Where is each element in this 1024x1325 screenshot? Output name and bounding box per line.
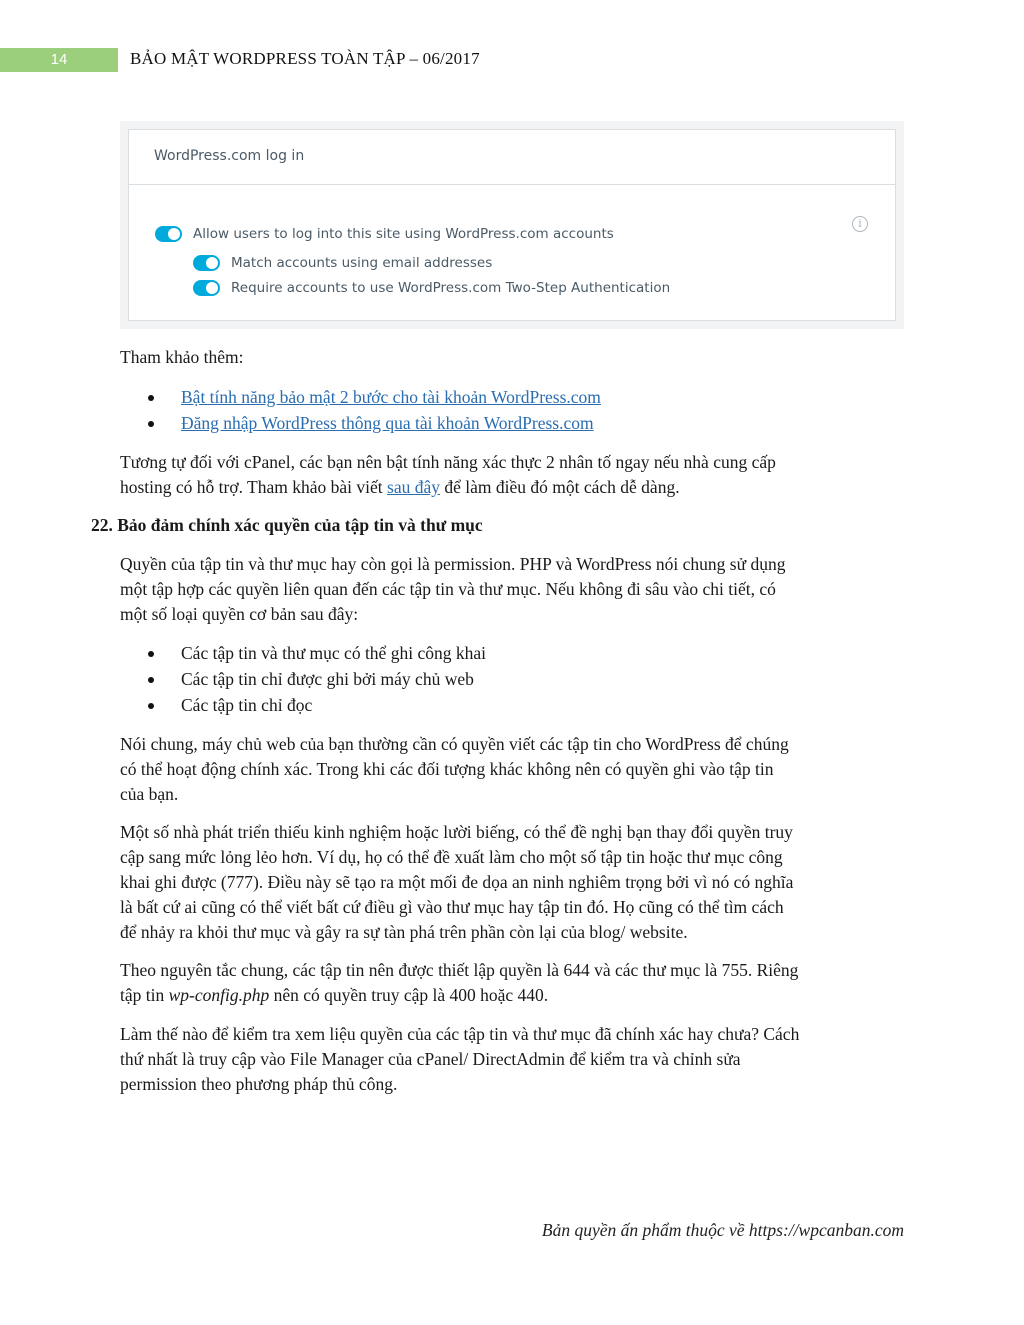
paragraph-line: Quyền của tập tin và thư mục hay còn gọi là permission. PHP và WordPress nói chung sử dụng — [120, 554, 786, 574]
settings-screenshot — [120, 121, 904, 329]
text-run: tập tin — [120, 985, 169, 1005]
paragraph-line: một tập hợp các quyền liên quan đến các tập tin và thư mục. Nếu không đi sâu vào chi tiết, có — [120, 579, 776, 599]
paragraph-line: một số loại quyền cơ bản sau đây: — [120, 604, 359, 624]
paragraph-line: của bạn. — [120, 784, 179, 804]
toggle-switch[interactable] — [193, 255, 220, 271]
text-run: hosting có hỗ trợ. Tham khảo bài viết — [120, 477, 388, 497]
paragraph-check — [120, 1022, 910, 1097]
toggle-row-two-step[interactable] — [193, 280, 670, 296]
text-run: nên có quyền truy cập là 400 hoặc 440. — [269, 985, 549, 1005]
list-item-text: Các tập tin và thư mục có thể ghi công khai — [181, 643, 486, 663]
bullet-icon — [148, 395, 154, 401]
wp-config-filename: wp-config.php — [168, 985, 270, 1005]
bullet-icon — [148, 677, 154, 683]
permission-list-item — [150, 641, 486, 666]
paragraph-line: là bất cứ ai cũng có thể viết bất cứ điều gì vào thư mục hay tập tin đó. Họ cũng có thể tìm cách — [120, 897, 784, 917]
settings-card-header — [129, 130, 895, 185]
paragraph-line: thứ nhất là truy cập vào File Manager của cPanel/ DirectAdmin để kiểm tra và chỉnh sửa — [120, 1049, 741, 1069]
settings-card-title: WordPress.com log in — [154, 148, 305, 164]
paragraph-line: Theo nguyên tắc chung, các tập tin nên được thiết lập quyền là 644 và các thư mục là 755. Riêng — [120, 960, 799, 980]
reference-link[interactable]: Bật tính năng bảo mật 2 bước cho tài khoản WordPress.com — [181, 387, 601, 407]
reference-link[interactable]: Đăng nhập WordPress thông qua tài khoản WordPress.com — [181, 413, 594, 433]
cpanel-paragraph — [120, 450, 910, 500]
paragraph-line: Nói chung, máy chủ web của bạn thường cần có quyền viết các tập tin cho WordPress để chúng — [120, 734, 789, 754]
paragraph-rules — [120, 958, 910, 1008]
settings-card — [128, 129, 896, 321]
paragraph-line: để nhảy ra khỏi thư mục và gây ra sự tàn phá trên phần còn lại của blog/ website. — [120, 922, 688, 942]
page-number: 14 — [50, 51, 68, 68]
permission-list-item — [150, 667, 474, 692]
paragraph-line: khai ghi được (777). Điều này sẽ tạo ra một mối đe dọa an ninh nghiêm trọng bởi vì nó có nghĩa — [120, 872, 794, 892]
reference-link-item — [150, 411, 594, 436]
list-item-text: Các tập tin chỉ đọc — [181, 695, 313, 715]
section-heading: 22. Bảo đảm chính xác quyền của tập tin và thư mục — [91, 515, 483, 535]
toggle-label: Match accounts using email addresses — [231, 255, 493, 271]
paragraph-line: Tương tự đối với cPanel, các bạn nên bật tính năng xác thực 2 nhân tố ngay nếu nhà cung cấp — [120, 452, 776, 472]
text-run: để làm điều đó một cách dễ dàng. — [440, 477, 680, 497]
paragraph-line: Làm thế nào để kiểm tra xem liệu quyền của các tập tin và thư mục đã chính xác hay chưa? Cách — [120, 1024, 800, 1044]
toggle-label: Allow users to log into this site using WordPress.com accounts — [193, 226, 614, 242]
paragraph-permissions-intro — [120, 552, 910, 627]
paragraph-line: Một số nhà phát triển thiếu kinh nghiệm hoặc lười biếng, có thể đề nghị bạn thay đổi quyền truy — [120, 822, 793, 842]
copyright-footer: Bản quyền ấn phẩm thuộc về https://wpcanban.com — [541, 1220, 904, 1240]
bullet-icon — [148, 421, 154, 427]
toggle-row-match-email[interactable] — [193, 255, 492, 271]
toggle-switch[interactable] — [193, 280, 220, 296]
references-intro: Tham khảo thêm: — [120, 347, 244, 367]
paragraph-line — [120, 475, 910, 500]
document-title: BẢO MẬT WORDPRESS TOÀN TẬP – 06/2017 — [130, 49, 480, 68]
paragraph-line: có thể hoạt động chính xác. Trong khi các đối tượng khác không nên có quyền ghi vào tập tin — [120, 759, 774, 779]
toggle-switch[interactable] — [155, 226, 182, 242]
toggle-row-allow-login[interactable] — [155, 226, 614, 242]
bullet-icon — [148, 703, 154, 709]
toggle-label: Require accounts to use WordPress.com Two-Step Authentication — [231, 280, 671, 296]
paragraph-line: cập sang mức lỏng lẻo hơn. Ví dụ, họ có thể đề xuất làm cho một số tập tin hoặc thư mục công — [120, 847, 783, 867]
paragraph-developers — [120, 820, 910, 945]
reference-link-item — [150, 385, 601, 410]
list-item-text: Các tập tin chỉ được ghi bởi máy chủ web — [181, 669, 474, 689]
permission-list-item — [150, 693, 312, 718]
paragraph-line: permission theo phương pháp thủ công. — [120, 1074, 398, 1094]
paragraph-webserver — [120, 732, 910, 807]
info-icon[interactable]: i — [852, 216, 868, 232]
bullet-icon — [148, 651, 154, 657]
paragraph-line — [120, 983, 910, 1008]
sau-day-link[interactable]: sau đây — [387, 477, 440, 497]
